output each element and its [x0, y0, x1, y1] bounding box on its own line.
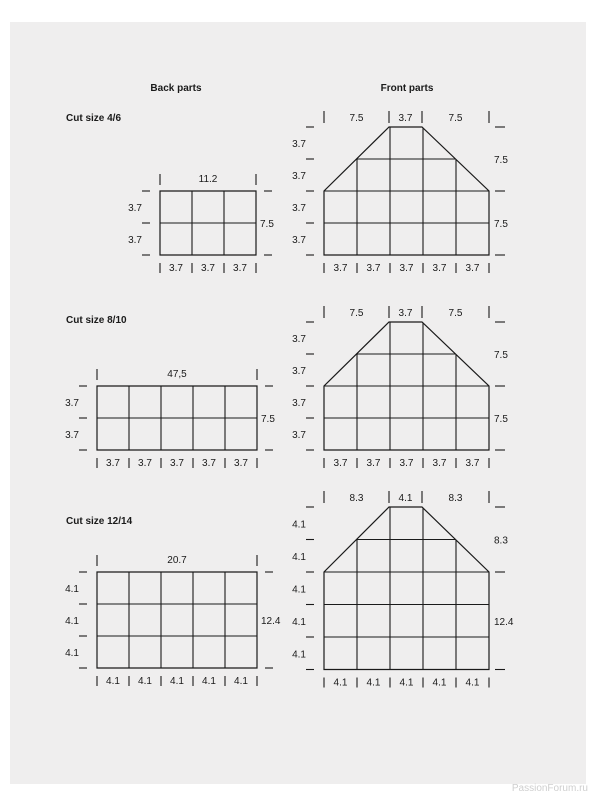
front-row-height-label: 4.1	[292, 519, 306, 531]
front-column-width-label: 4.1	[366, 677, 381, 689]
back-row-height-label: 4.1	[65, 616, 79, 627]
front-row-height-label: 3.7	[292, 203, 306, 214]
front-slope-width-label: 7.5	[448, 308, 463, 319]
front-column-width-label: 3.7	[465, 263, 480, 274]
front-column-width-label: 3.7	[399, 263, 414, 274]
front-row-height-label: 3.7	[292, 334, 306, 345]
front-column-width-label: 4.1	[465, 677, 480, 689]
back-column-width-label: 4.1	[234, 676, 248, 687]
front-row-height-label: 4.1	[292, 584, 306, 596]
back-column-width-label: 4.1	[138, 676, 152, 687]
back-height-label: 7.5	[261, 414, 275, 425]
front-slope-width-label: 7.5	[349, 308, 364, 319]
front-slope-width-label: 7.5	[349, 113, 364, 124]
front-column-width-label: 3.7	[333, 263, 348, 274]
back-width-label: 11.2	[198, 174, 218, 185]
back-column-width-label: 3.7	[202, 458, 216, 469]
back-row-height-label: 4.1	[65, 648, 79, 659]
front-slope-height-label: 8.3	[494, 535, 508, 547]
back-column-width-label: 3.7	[201, 263, 215, 274]
front-row-height-label: 3.7	[292, 430, 306, 441]
front-neck-width-label: 3.7	[398, 308, 413, 319]
back-column-width-label: 3.7	[169, 263, 183, 274]
back-height-label: 12.4	[261, 616, 281, 627]
front-column-width-label: 3.7	[399, 458, 414, 469]
front-neck-width-label: 3.7	[398, 113, 413, 124]
front-row-height-label: 4.1	[292, 649, 306, 661]
front-body-height-label: 7.5	[494, 414, 508, 425]
back-row-height-label: 3.7	[128, 235, 142, 246]
front-body-height-label: 7.5	[494, 219, 508, 230]
back-width-label: 20.7	[167, 555, 187, 566]
watermark-text: PassionForum.ru	[511, 783, 588, 794]
front-row-height-label: 3.7	[292, 235, 306, 246]
back-parts-heading: Back parts	[150, 83, 202, 94]
cut-size-title: Cut size 4/6	[66, 113, 122, 124]
front-column-width-label: 3.7	[333, 458, 348, 469]
front-slope-width-label: 8.3	[448, 493, 463, 504]
front-row-height-label: 3.7	[292, 171, 306, 182]
back-column-width-label: 3.7	[138, 458, 152, 469]
front-slope-width-label: 7.5	[448, 113, 463, 124]
front-slope-height-label: 7.5	[494, 155, 508, 166]
front-column-width-label: 3.7	[366, 458, 381, 469]
back-row-height-label: 3.7	[65, 398, 79, 409]
front-column-width-label: 4.1	[399, 677, 414, 689]
front-row-height-label: 3.7	[292, 398, 306, 409]
back-row-height-label: 3.7	[128, 203, 142, 214]
front-column-width-label: 4.1	[432, 677, 447, 689]
back-width-label: 47,5	[167, 369, 187, 380]
front-body-height-label: 12.4	[494, 616, 514, 628]
back-column-width-label: 3.7	[170, 458, 184, 469]
front-parts-heading: Front parts	[380, 83, 434, 94]
front-row-height-label: 4.1	[292, 616, 306, 628]
back-column-width-label: 4.1	[106, 676, 120, 687]
front-column-width-label: 3.7	[432, 458, 447, 469]
front-row-height-label: 4.1	[292, 551, 306, 563]
back-row-height-label: 3.7	[65, 430, 79, 441]
back-column-width-label: 3.7	[234, 458, 248, 469]
cut-size-title: Cut size 12/14	[66, 516, 133, 527]
front-column-width-label: 3.7	[432, 263, 447, 274]
back-column-width-label: 4.1	[202, 676, 216, 687]
front-column-width-label: 4.1	[333, 677, 348, 689]
front-column-width-label: 3.7	[465, 458, 480, 469]
front-column-width-label: 3.7	[366, 263, 381, 274]
back-row-height-label: 4.1	[65, 584, 79, 595]
front-row-height-label: 3.7	[292, 139, 306, 150]
back-column-width-label: 3.7	[106, 458, 120, 469]
cut-size-title: Cut size 8/10	[66, 315, 127, 326]
front-slope-height-label: 7.5	[494, 350, 508, 361]
front-slope-width-label: 8.3	[349, 493, 364, 504]
back-column-width-label: 4.1	[170, 676, 184, 687]
front-neck-width-label: 4.1	[398, 493, 413, 504]
back-column-width-label: 3.7	[233, 263, 247, 274]
back-height-label: 7.5	[260, 219, 274, 230]
front-row-height-label: 3.7	[292, 366, 306, 377]
